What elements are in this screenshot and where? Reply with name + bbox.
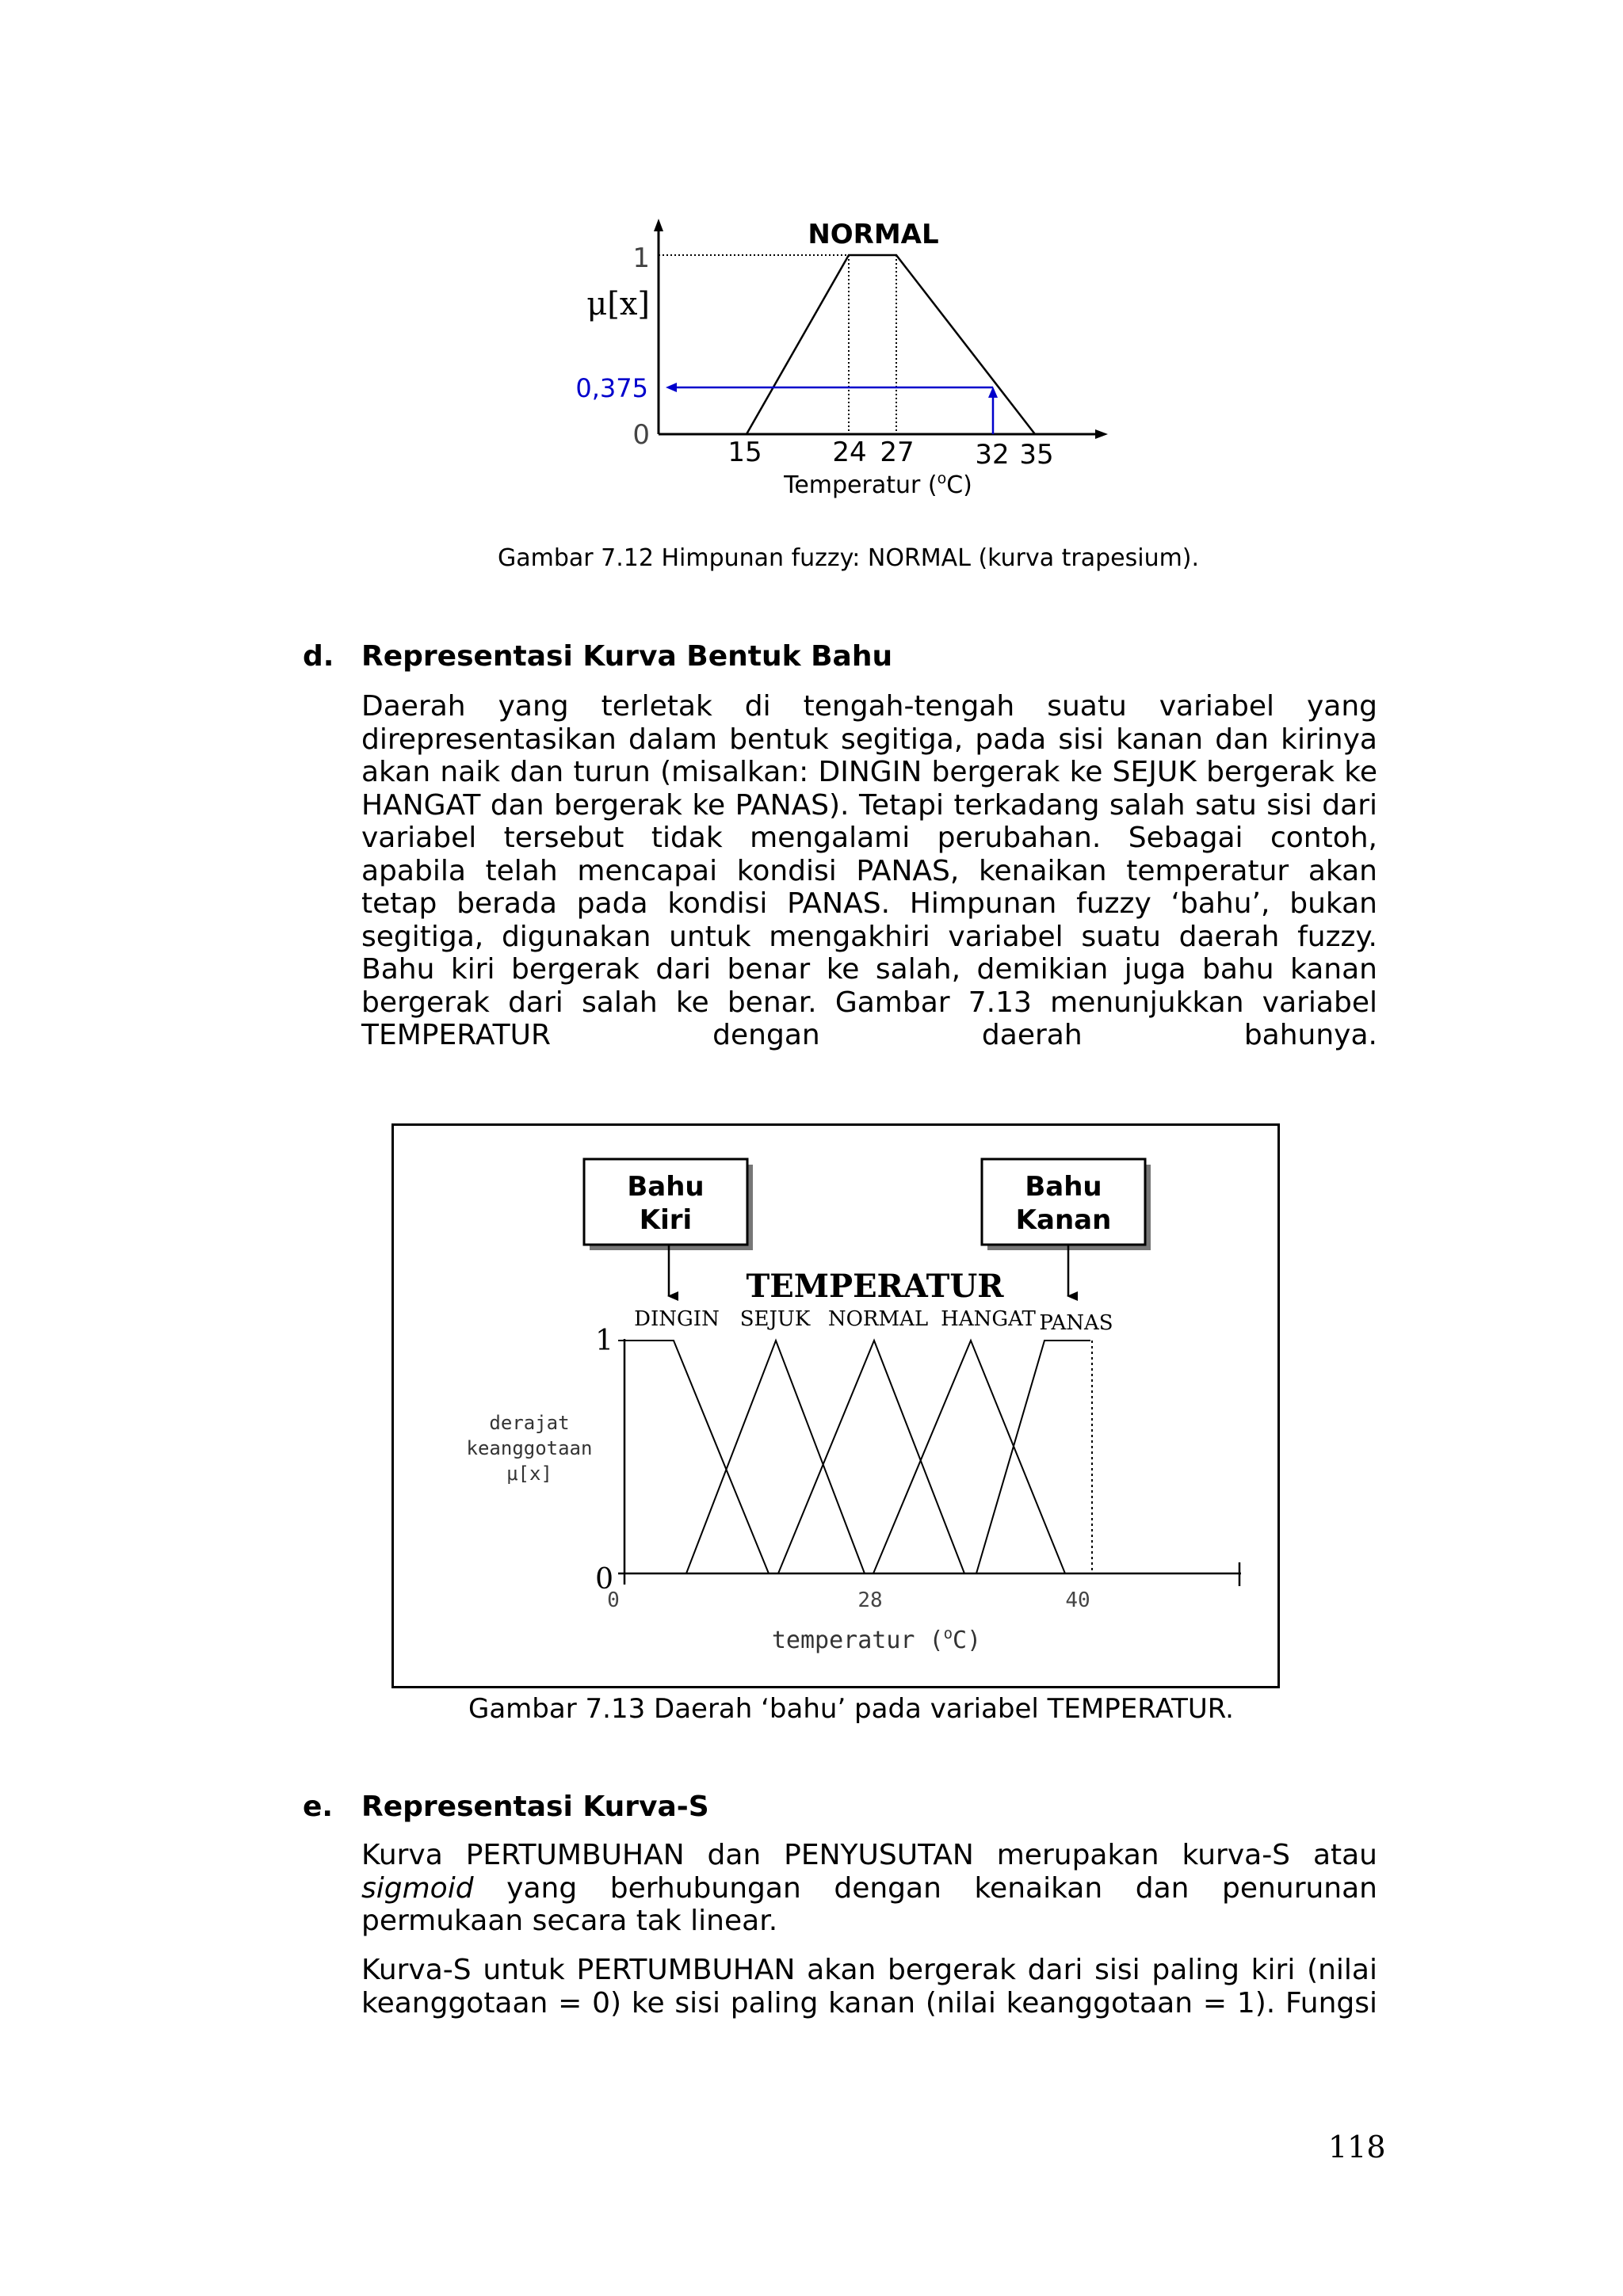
x-tick-32: 32 (975, 439, 1010, 471)
bahu-kiri-line1: Bahu (627, 1171, 705, 1203)
page-number: 118 (1328, 2130, 1386, 2164)
y-label-line2: keanggotaan (466, 1437, 593, 1459)
section-e-letter: e. (303, 1791, 334, 1823)
x-tick-0: 0 (607, 1589, 620, 1612)
x-axis-arrow (1095, 429, 1108, 439)
p1-sigmoid-term: sigmoid (361, 1871, 474, 1905)
y-tick-1: 1 (595, 1325, 613, 1357)
y-tick-0: 0 (595, 1563, 613, 1596)
section-d-heading (303, 640, 892, 673)
y-axis-label: μ[x] (586, 286, 650, 322)
bahu-kanan-line2: Kanan (1015, 1204, 1112, 1236)
section-e-heading (303, 1791, 709, 1823)
set-label-dingin: DINGIN (634, 1307, 720, 1331)
figure-normal-trapezoid (555, 206, 1125, 507)
section-d-title: Representasi Kurva Bentuk Bahu (361, 640, 893, 673)
section-e-paragraph-1 (361, 1839, 1377, 1938)
bahu-kiri-line2: Kiri (639, 1204, 693, 1236)
x-tick-35: 35 (1019, 439, 1054, 471)
set-label-hangat: HANGAT (941, 1307, 1036, 1331)
y-label-line1: derajat (489, 1412, 570, 1434)
set-label-sejuk: SEJUK (739, 1307, 811, 1331)
section-d-letter: d. (303, 640, 334, 673)
bahu-kanan-line1: Bahu (1025, 1171, 1102, 1203)
x-tick-15: 15 (727, 437, 762, 468)
p1-text-b: yang berhubungan dengan kenaikan dan penurunan permukaan secara tak linear. (361, 1871, 1377, 1937)
x-tick-27: 27 (880, 437, 915, 468)
y-axis-arrow (654, 219, 663, 231)
x-tick-28: 28 (857, 1589, 883, 1612)
section-e-title: Representasi Kurva-S (361, 1791, 709, 1823)
y-tick-0: 0 (632, 419, 650, 451)
chart-title: TEMPERATUR (746, 1268, 1004, 1305)
section-e-paragraph-2: Kurva-S untuk PERTUMBUHAN akan bergerak dari sisi paling kiri (nilai keanggotaan = 0) ke sisi paling kanan (nilai keanggotaan = 1). Fungsi (361, 1954, 1377, 2019)
x-tick-40: 40 (1065, 1589, 1090, 1612)
figure-temperatur-shoulder (391, 1123, 1281, 1689)
section-d-paragraph: Daerah yang terletak di tengah-tengah suatu variabel yang direpresentasikan dalam bentuk segitiga, pada sisi kanan dan kirinya akan naik dan turun (misalkan: DINGIN bergerak ke SEJUK bergerak ke HANGAT dan bergerak ke PANAS). Tetapi terkadang salah satu sisi dari variabel tersebut tidak mengalami perubahan. Sebagai contoh, apabila telah mencapai kondisi PANAS, kenaikan temperatur akan tetap berada pada kondisi PANAS. Himpunan fuzzy ‘bahu’, bukan segitiga, digunakan untuk mengakhiri variabel suatu daerah fuzzy. Bahu kiri bergerak dari benar ke salah, demikian juga bahu kanan bergerak dari salah ke benar. Gambar 7.13 menunjukkan variabel TEMPERATUR dengan daerah bahunya. (361, 690, 1377, 1051)
figure-7-13-caption: Gambar 7.13 Daerah ‘bahu’ pada variabel TEMPERATUR. (468, 1693, 1234, 1725)
annotation-left-arrow (666, 383, 677, 392)
set-label-normal: NORMAL (827, 1307, 929, 1331)
annotation-label: 0,375 (575, 373, 648, 403)
x-tick-24: 24 (832, 437, 867, 468)
x-axis-label: Temperatur ($^o$C) (784, 470, 972, 499)
y-tick-1: 1 (632, 242, 650, 274)
x-axis-label: temperatur ($^o$C) (771, 1625, 982, 1654)
y-label-line3: μ[x] (506, 1463, 552, 1485)
set-label-panas: PANAS (1039, 1311, 1113, 1335)
figure-7-12-caption: Gambar 7.12 Himpunan fuzzy: NORMAL (kurva trapesium). (498, 544, 1200, 572)
normal-curve (747, 255, 1035, 434)
chart-title: NORMAL (808, 219, 939, 250)
p1-text-a: Kurva PERTUMBUHAN dan PENYUSUTAN merupakan kurva-S atau (361, 1839, 1377, 1871)
